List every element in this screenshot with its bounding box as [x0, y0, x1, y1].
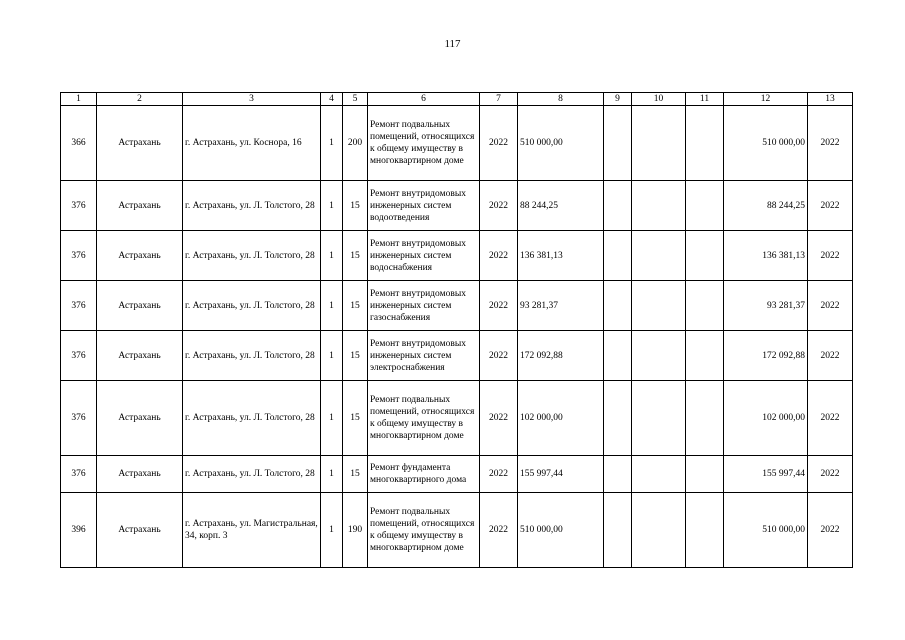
cell-col-1: 396: [61, 493, 97, 568]
cell-col-1: 376: [61, 281, 97, 331]
cell-col-8: 102 000,00: [518, 381, 604, 456]
cell-col-10: [632, 493, 686, 568]
cell-col-6: Ремонт подвальных помещений, относящихся к общему имуществу в многоквартирном доме: [368, 493, 480, 568]
cell-col-9: [604, 456, 632, 493]
cell-col-1: 366: [61, 106, 97, 181]
cell-col-10: [632, 181, 686, 231]
column-header-6: 6: [368, 93, 480, 106]
column-header-4: 4: [321, 93, 343, 106]
cell-col-10: [632, 331, 686, 381]
column-header-8: 8: [518, 93, 604, 106]
cell-col-7: 2022: [480, 493, 518, 568]
cell-col-12: 102 000,00: [724, 381, 808, 456]
column-header-9: 9: [604, 93, 632, 106]
cell-col-3: г. Астрахань, ул. Л. Толстого, 28: [183, 381, 321, 456]
cell-col-5: 15: [343, 331, 368, 381]
cell-col-5: 200: [343, 106, 368, 181]
cell-col-4: 1: [321, 181, 343, 231]
cell-col-2: Астрахань: [97, 181, 183, 231]
table-row: [61, 493, 853, 568]
table-row: [61, 381, 853, 456]
cell-col-6: Ремонт внутридомовых инженерных систем водоснабжения: [368, 231, 480, 281]
cell-col-11: [686, 381, 724, 456]
column-header-7: 7: [480, 93, 518, 106]
cell-col-12: 88 244,25: [724, 181, 808, 231]
cell-col-13: 2022: [808, 381, 853, 456]
cell-col-4: 1: [321, 331, 343, 381]
cell-col-7: 2022: [480, 181, 518, 231]
cell-col-2: Астрахань: [97, 493, 183, 568]
cell-col-5: 15: [343, 231, 368, 281]
cell-col-9: [604, 493, 632, 568]
column-header-1: 1: [61, 93, 97, 106]
table-row: [61, 181, 853, 231]
table-row: [61, 106, 853, 181]
cell-col-10: [632, 231, 686, 281]
cell-col-5: 15: [343, 281, 368, 331]
cell-col-13: 2022: [808, 106, 853, 181]
cell-col-4: 1: [321, 231, 343, 281]
cell-col-8: 155 997,44: [518, 456, 604, 493]
cell-col-12: 510 000,00: [724, 106, 808, 181]
cell-col-11: [686, 331, 724, 381]
cell-col-2: Астрахань: [97, 456, 183, 493]
cell-col-3: г. Астрахань, ул. Коснора, 16: [183, 106, 321, 181]
cell-col-9: [604, 381, 632, 456]
cell-col-2: Астрахань: [97, 331, 183, 381]
cell-col-3: г. Астрахань, ул. Л. Толстого, 28: [183, 231, 321, 281]
column-header-3: 3: [183, 93, 321, 106]
cell-col-4: 1: [321, 281, 343, 331]
cell-col-12: 136 381,13: [724, 231, 808, 281]
registry-table: [60, 92, 853, 568]
cell-col-4: 1: [321, 493, 343, 568]
cell-col-6: Ремонт внутридомовых инженерных систем водоотведения: [368, 181, 480, 231]
cell-col-8: 88 244,25: [518, 181, 604, 231]
cell-col-10: [632, 106, 686, 181]
cell-col-5: 15: [343, 181, 368, 231]
column-header-13: 13: [808, 93, 853, 106]
cell-col-10: [632, 456, 686, 493]
cell-col-7: 2022: [480, 106, 518, 181]
cell-col-3: г. Астрахань, ул. Л. Толстого, 28: [183, 456, 321, 493]
cell-col-7: 2022: [480, 456, 518, 493]
table-row: [61, 331, 853, 381]
cell-col-6: Ремонт подвальных помещений, относящихся к общему имуществу в многоквартирном доме: [368, 381, 480, 456]
cell-col-13: 2022: [808, 181, 853, 231]
table-row: [61, 456, 853, 493]
cell-col-9: [604, 331, 632, 381]
cell-col-11: [686, 456, 724, 493]
cell-col-9: [604, 231, 632, 281]
cell-col-1: 376: [61, 231, 97, 281]
cell-col-2: Астрахань: [97, 381, 183, 456]
cell-col-8: 136 381,13: [518, 231, 604, 281]
cell-col-6: Ремонт подвальных помещений, относящихся к общему имуществу в многоквартирном доме: [368, 106, 480, 181]
cell-col-12: 172 092,88: [724, 331, 808, 381]
cell-col-13: 2022: [808, 493, 853, 568]
cell-col-4: 1: [321, 381, 343, 456]
header-row: [61, 93, 853, 106]
cell-col-12: 155 997,44: [724, 456, 808, 493]
cell-col-9: [604, 281, 632, 331]
cell-col-7: 2022: [480, 231, 518, 281]
cell-col-1: 376: [61, 181, 97, 231]
cell-col-8: 172 092,88: [518, 331, 604, 381]
cell-col-2: Астрахань: [97, 106, 183, 181]
cell-col-12: 93 281,37: [724, 281, 808, 331]
cell-col-11: [686, 231, 724, 281]
cell-col-1: 376: [61, 456, 97, 493]
cell-col-2: Астрахань: [97, 231, 183, 281]
column-header-11: 11: [686, 93, 724, 106]
column-header-5: 5: [343, 93, 368, 106]
cell-col-5: 190: [343, 493, 368, 568]
cell-col-13: 2022: [808, 331, 853, 381]
cell-col-6: Ремонт фундамента многоквартирного дома: [368, 456, 480, 493]
cell-col-3: г. Астрахань, ул. Л. Толстого, 28: [183, 181, 321, 231]
cell-col-4: 1: [321, 456, 343, 493]
cell-col-8: 510 000,00: [518, 106, 604, 181]
cell-col-11: [686, 281, 724, 331]
cell-col-13: 2022: [808, 456, 853, 493]
cell-col-1: 376: [61, 381, 97, 456]
cell-col-8: 93 281,37: [518, 281, 604, 331]
column-header-2: 2: [97, 93, 183, 106]
cell-col-6: Ремонт внутридомовых инженерных систем газоснабжения: [368, 281, 480, 331]
cell-col-11: [686, 493, 724, 568]
column-header-12: 12: [724, 93, 808, 106]
table-row: [61, 231, 853, 281]
cell-col-9: [604, 181, 632, 231]
cell-col-13: 2022: [808, 231, 853, 281]
cell-col-7: 2022: [480, 281, 518, 331]
cell-col-3: г. Астрахань, ул. Л. Толстого, 28: [183, 281, 321, 331]
cell-col-10: [632, 281, 686, 331]
cell-col-8: 510 000,00: [518, 493, 604, 568]
cell-col-3: г. Астрахань, ул. Магистральная, 34, корп. 3: [183, 493, 321, 568]
cell-col-7: 2022: [480, 381, 518, 456]
table-body: [61, 106, 853, 568]
cell-col-7: 2022: [480, 331, 518, 381]
cell-col-1: 376: [61, 331, 97, 381]
cell-col-11: [686, 106, 724, 181]
cell-col-9: [604, 106, 632, 181]
cell-col-5: 15: [343, 381, 368, 456]
cell-col-6: Ремонт внутридомовых инженерных систем электроснабжения: [368, 331, 480, 381]
column-header-10: 10: [632, 93, 686, 106]
cell-col-12: 510 000,00: [724, 493, 808, 568]
table-row: [61, 281, 853, 331]
cell-col-2: Астрахань: [97, 281, 183, 331]
page-number: 117: [444, 38, 461, 50]
cell-col-5: 15: [343, 456, 368, 493]
cell-col-10: [632, 381, 686, 456]
cell-col-4: 1: [321, 106, 343, 181]
cell-col-13: 2022: [808, 281, 853, 331]
cell-col-11: [686, 181, 724, 231]
cell-col-3: г. Астрахань, ул. Л. Толстого, 28: [183, 331, 321, 381]
